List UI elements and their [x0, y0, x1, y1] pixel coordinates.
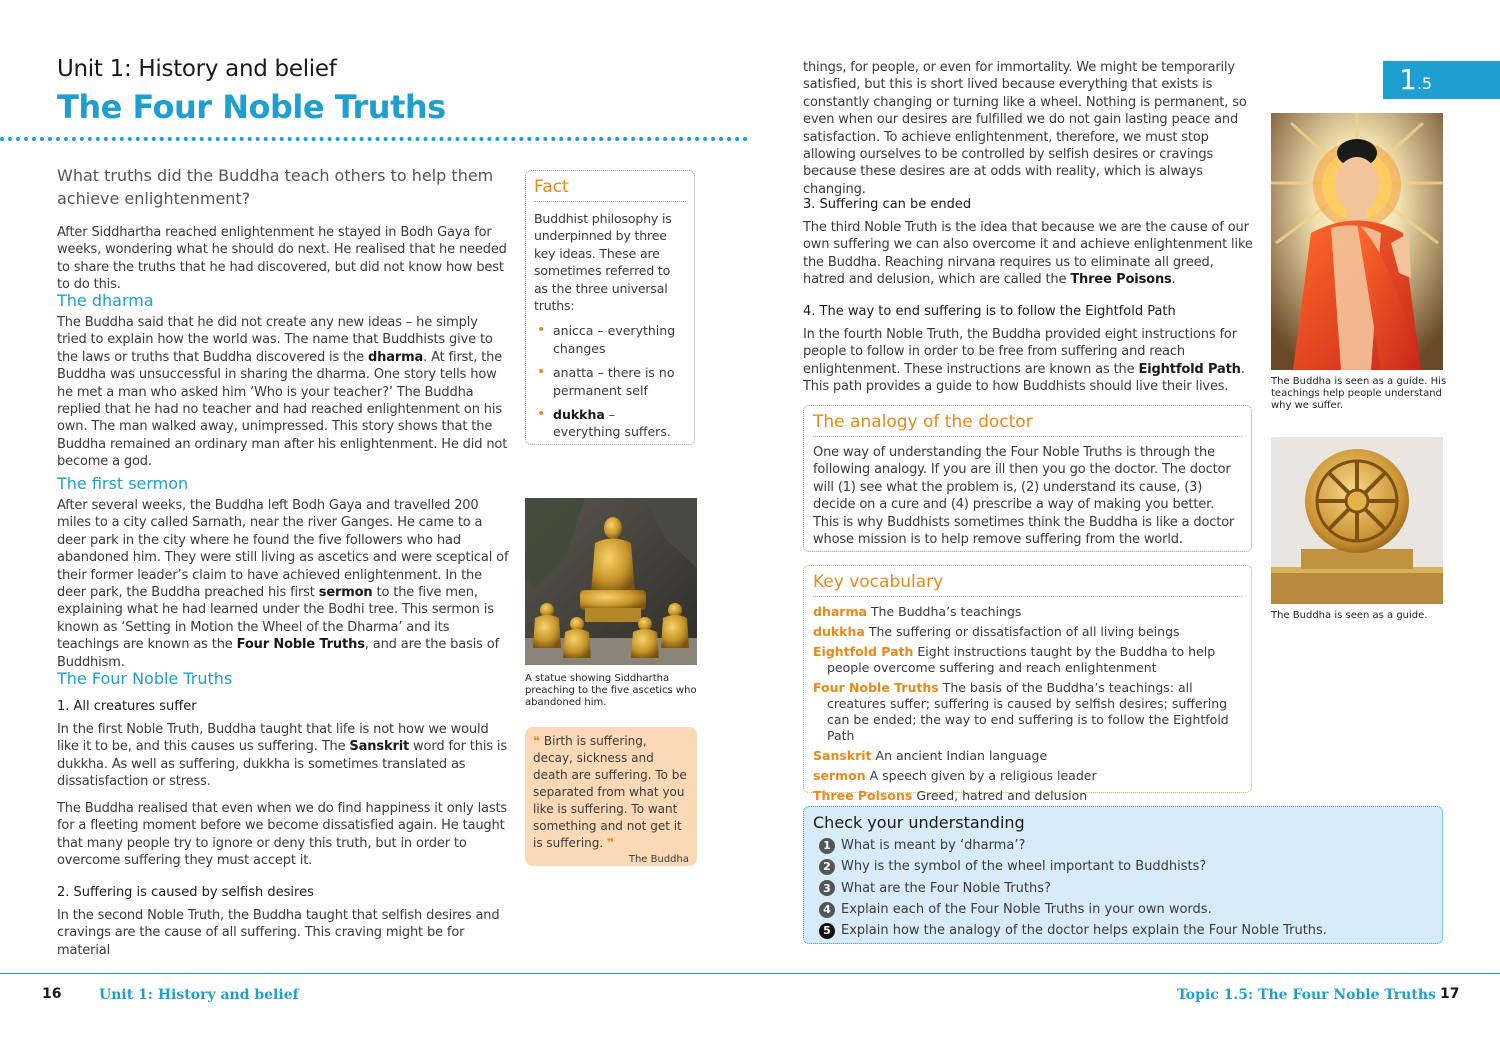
- quote-text: [533, 733, 689, 852]
- truth-3-text-b: .: [1171, 272, 1176, 288]
- first-sermon-paragraph: [57, 497, 509, 671]
- buddha-caption: The Buddha is seen as a guide. His teachings help people understand why we suffer.: [1271, 376, 1447, 411]
- check-understanding-box: [803, 806, 1443, 944]
- fact-dukkha-term: dukkha: [553, 407, 605, 423]
- sermon-term: sermon: [318, 585, 373, 601]
- truth-1-paragraph-2: The Buddha realised that even when we do find happiness it only lasts for a fleeting moment before we become dissatisfied again. He taught that many people try to ignore or deny this truth, but in order to overcome suffering they must accept it.: [57, 801, 508, 869]
- truth-4-text-b: . This path provides a guide to how Buddhists should live their lives.: [803, 361, 1245, 395]
- four-truths-heading: The Four Noble Truths: [57, 669, 233, 688]
- question-row: [813, 899, 1433, 920]
- vocab-item: [813, 604, 1242, 620]
- dharma-text-a: The Buddha said that he did not create any new ideas – he simply tried to explain how the world was. The name that Buddhists give to the laws or truths that Buddha discovered is the: [57, 315, 493, 365]
- first-sermon-heading: The first sermon: [57, 474, 189, 493]
- vocab-term: Three Poisons: [813, 788, 913, 803]
- dharma-term: dharma: [367, 349, 424, 365]
- truth-4-heading: 4. The way to end suffering is to follow the Eightfold Path: [803, 304, 1176, 319]
- wheel-caption: The Buddha is seen as a guide.: [1271, 610, 1428, 621]
- vocab-item: [813, 748, 1242, 764]
- truth-1-heading: 1. All creatures suffer: [57, 699, 197, 714]
- vocab-term: dukkha: [813, 624, 865, 639]
- fact-item-anicca: • anicca – everything changes: [534, 322, 686, 357]
- doctor-analogy-box: [803, 405, 1252, 552]
- fact-box: [525, 170, 695, 445]
- question-text: What are the Four Noble Truths?: [841, 880, 1051, 896]
- truth-2-paragraph-1: In the second Noble Truth, the Buddha taught that selfish desires and cravings are the cause of all suffering. This craving might be for material: [57, 908, 500, 958]
- topic-number-sub: .5: [1416, 74, 1433, 93]
- vocab-def: The basis of the Buddha’s teachings: all creatures suffer; suffering is caused by selfish desires; suffering can be ended; the way to end suffering is to follow the Eightfold Path: [827, 680, 1229, 743]
- fact-item-dukkha: [534, 406, 686, 441]
- key-vocabulary-box: [803, 565, 1252, 803]
- question-text: Explain how the analogy of the doctor helps explain the Four Noble Truths.: [841, 923, 1327, 939]
- right-footer-label: Topic 1.5: The Four Noble Truths: [1177, 987, 1436, 1003]
- truth-2-paragraph-2: things, for people, or even for immortality. We might be temporarily satisfied, but this is short lived because everything that exists is constantly changing or turning like a wheel. Nothing is permanent, so even when our desires are fulfilled we do not gain lasting peace and satisfaction. To achieve enlightenment, therefore, we must stop allowing ourselves to be controlled by selfish desires or cravings because these desires are at odds with reality, which is always changing.: [803, 60, 1247, 197]
- left-footer-label: Unit 1: History and belief: [99, 987, 299, 1003]
- unit-label: Unit 1: History and belief: [57, 56, 337, 82]
- fact-list: [534, 322, 686, 440]
- four-noble-truths-term: Four Noble Truths: [236, 637, 365, 653]
- topic-number-badge: [1383, 61, 1500, 99]
- truth-4-text-a: In the fourth Noble Truth, the Buddha provided eight instructions for people to follow in order to be free from suffering and reach enlightenment. These instructions are known as the: [803, 327, 1237, 377]
- vocab-def: The Buddha’s teachings: [870, 604, 1022, 619]
- intro-question: What truths did the Buddha teach others to help them achieve enlightenment?: [57, 166, 494, 208]
- quote-author: The Buddha: [628, 854, 689, 865]
- close-quote-icon: ❞: [607, 836, 615, 850]
- statue-caption: A statue showing Siddhartha preaching to the five ascetics who abandoned him.: [525, 673, 697, 708]
- dharma-wheel-photo: [1271, 437, 1443, 604]
- dharma-text-b: . At first, the Buddha was unsuccessful in sharing the dharma. One story tells how he met a man who asked him ‘Who is your teacher?’ The Buddha replied that he had no teacher and had reached enlightenment on his own. The man walked away, unimpressed. This story shows that the Buddha remained an ordinary man after his enlightenment. He did not become a god.: [57, 349, 508, 470]
- vocab-term: Eightfold Path: [813, 644, 914, 659]
- truth-4-paragraph: [803, 326, 1255, 396]
- truth-2-heading: 2. Suffering is caused by selfish desires: [57, 885, 314, 900]
- question-number-icon: 5: [819, 923, 835, 939]
- sermon-text-a: After several weeks, the Buddha left Bodh Gaya and travelled 200 miles to a city called Sarnath, near the river Ganges. He came to a deer park in the city where he found the five followers who had abandoned him. They were still living as ascetics and were sceptical of their former leader’s claim to have achieved enlightenment. In the deer park, the Buddha preached his first: [57, 498, 509, 601]
- dharma-heading: The dharma: [57, 291, 154, 310]
- fact-dukkha-text: – everything suffers.: [553, 407, 671, 440]
- vocab-def: Eight instructions taught by the Buddha to help people overcome suffering and reach enlightenment: [827, 644, 1216, 675]
- doctor-text: One way of understanding the Four Noble Truths is through the following analogy. If you are ill then you go the doctor. The doctor will (1) see what the problem is, (2) understand its cause, (3) decide on a cure and (4) prescribe a way of making you better. This is why Buddhists sometimes think the Buddha is like a doctor whose mission is to help remove suffering from the world.: [813, 445, 1235, 548]
- truth-3-paragraph: [803, 219, 1253, 289]
- dharma-paragraph: [57, 314, 509, 471]
- three-poisons-term: Three Poisons: [1070, 272, 1172, 288]
- question-number-icon: 3: [819, 880, 835, 896]
- right-page-number: 17: [1440, 986, 1460, 1002]
- vocab-term: Four Noble Truths: [813, 680, 939, 695]
- truth-3-text-a: The third Noble Truth is the idea that because we are the cause of our own suffering we can also overcome it and achieve enlightenment like the Buddha. Reaching nirvana requires us to eliminate all greed, hatred and delusion, which are called the: [803, 220, 1253, 288]
- vocab-term: dharma: [813, 604, 867, 619]
- truth-1-text-b: word for this is dukkha. As well as suffering, dukkha is sometimes translated as dissatisfaction or stress.: [57, 739, 507, 790]
- question-number-icon: 4: [819, 902, 835, 918]
- sanskrit-term: Sanskrit: [349, 739, 410, 755]
- vocab-item: [813, 788, 1242, 804]
- vocab-item: [813, 644, 1242, 676]
- topic-number-main: 1: [1399, 63, 1417, 96]
- truth-1-paragraph-1: [57, 721, 509, 791]
- left-page-number: 16: [42, 986, 62, 1002]
- fact-title: Fact: [534, 177, 686, 202]
- question-row: [813, 878, 1433, 899]
- truth-3-heading: 3. Suffering can be ended: [803, 197, 972, 212]
- check-title: Check your understanding: [813, 813, 1025, 832]
- statue-photo: [525, 498, 697, 665]
- title-divider: [0, 137, 748, 141]
- vocab-def: An ancient Indian language: [875, 748, 1048, 763]
- vocab-def: A speech given by a religious leader: [869, 768, 1097, 783]
- vocab-title: Key vocabulary: [813, 572, 1242, 597]
- sermon-text-c: , and are the basis of Buddhism.: [57, 637, 500, 670]
- question-row: [813, 920, 1433, 941]
- footer-divider: [0, 973, 1500, 974]
- quote-box: [525, 727, 697, 866]
- vocab-term: sermon: [813, 768, 866, 783]
- fact-text: Buddhist philosophy is underpinned by three key ideas. These are sometimes referred to as the three universal truths:: [534, 211, 672, 314]
- sermon-text-b: to the five men, explaining what he had learned under the Bodhi tree. This sermon is known as ‘Setting in Motion the Wheel of the Dharma’ and its teachings are known as the: [57, 585, 494, 653]
- eightfold-path-term: Eightfold Path: [1138, 361, 1241, 377]
- vocab-def: Greed, hatred and delusion: [916, 788, 1088, 803]
- buddha-painting: [1271, 113, 1443, 370]
- question-number-icon: 2: [819, 859, 835, 875]
- vocab-item: [813, 680, 1242, 744]
- fact-item-anatta: • anatta – there is no permanent self: [534, 364, 686, 399]
- vocab-term: Sanskrit: [813, 748, 872, 763]
- question-text: What is meant by ‘dharma’?: [841, 838, 1026, 853]
- quote-body: Birth is suffering, decay, sickness and death are suffering. To be separated from what you like is suffering. To want something and not get it is suffering.: [533, 734, 687, 850]
- truth-1-text-a: In the first Noble Truth, Buddha taught that life is not how we would like it to be, and this causes us suffering. The: [57, 722, 489, 755]
- question-row: [813, 835, 1433, 856]
- page-title: The Four Noble Truths: [57, 88, 446, 126]
- intro-paragraph: After Siddhartha reached enlightenment he stayed in Bodh Gaya for weeks, wondering what he should do next. He realised that he needed to share the truths that he had discovered, but did not know how best to do this.: [57, 225, 507, 293]
- question-number-icon: 1: [819, 838, 835, 854]
- vocab-item: [813, 624, 1242, 640]
- question-text: Why is the symbol of the wheel important to Buddhists?: [841, 859, 1207, 875]
- vocab-item: [813, 768, 1242, 784]
- question-row: [813, 856, 1433, 877]
- question-text: Explain each of the Four Noble Truths in your own words.: [841, 901, 1212, 917]
- vocab-def: The suffering or dissatisfaction of all living beings: [868, 624, 1180, 639]
- doctor-title: The analogy of the doctor: [813, 412, 1242, 437]
- open-quote-icon: ❝: [533, 734, 541, 748]
